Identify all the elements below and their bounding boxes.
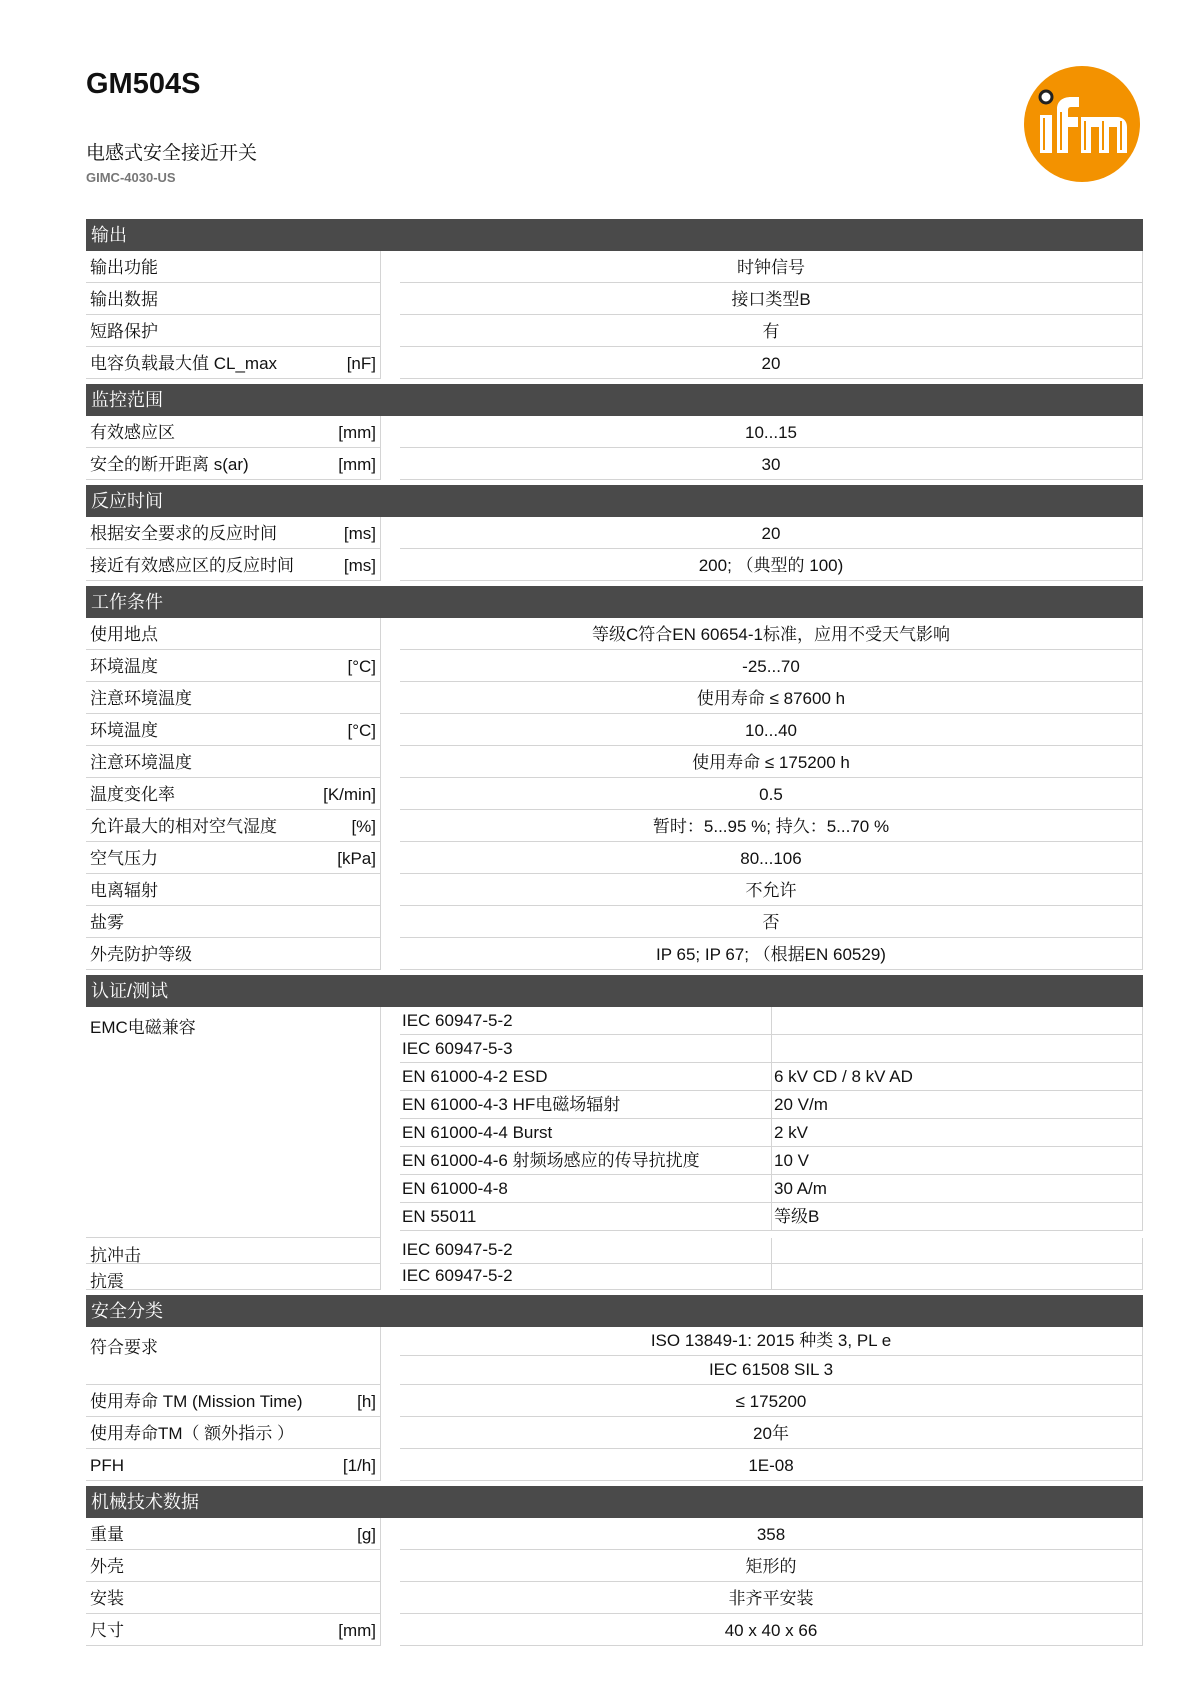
- spec-label: 尺寸: [90, 1621, 124, 1640]
- spec-label-cell: [86, 251, 381, 283]
- spec-label: 注意环境温度: [90, 753, 192, 772]
- spec-unit: [ms]: [343, 524, 376, 543]
- spec-label: 注意环境温度: [90, 689, 192, 708]
- spec-label: 使用寿命 TM (Mission Time): [90, 1392, 303, 1411]
- spec-label-cell: [86, 347, 381, 379]
- spec-unit: [°C]: [347, 657, 376, 676]
- section-header-mech: 机械技术数据: [86, 1486, 1143, 1518]
- spec-unit: [g]: [357, 1525, 376, 1544]
- emc-label-cell: [86, 1007, 381, 1238]
- spec-label: 空气压力: [90, 849, 158, 868]
- spec-row: [86, 842, 1143, 874]
- spec-value: 暂时：5...95 %; 持久：5...70 %: [400, 810, 1143, 842]
- emc-standard: EN 61000-4-6 射频场感应的传导抗扰度: [400, 1147, 772, 1175]
- spec-label-cell: [86, 906, 381, 938]
- spec-value: 使用寿命 ≤ 87600 h: [400, 682, 1143, 714]
- spec-label: 环境温度: [90, 721, 158, 740]
- spec-value: 0.5: [400, 778, 1143, 810]
- emc-value: 10 V: [772, 1147, 1143, 1175]
- spec-unit: [nF]: [346, 354, 376, 373]
- conform-label-cell: [86, 1327, 381, 1385]
- emc-value: 30 A/m: [772, 1175, 1143, 1203]
- spec-value: 20年: [400, 1417, 1143, 1449]
- spec-label-cell: [86, 1385, 381, 1417]
- spec-label-cell: [86, 283, 381, 315]
- spec-label: 使用地点: [90, 625, 158, 644]
- spec-value: 30: [400, 448, 1143, 480]
- spec-value: 40 x 40 x 66: [400, 1614, 1143, 1646]
- spec-row: [86, 618, 1143, 650]
- spec-unit: [K/min]: [323, 785, 376, 804]
- emc-row: [400, 1119, 1143, 1147]
- spec-label-cell: [86, 1550, 381, 1582]
- spec-value: 时钟信号: [400, 251, 1143, 283]
- spec-label-cell: [86, 1518, 381, 1550]
- spec-label: 输出功能: [90, 258, 158, 277]
- generic-sections: [86, 219, 1143, 970]
- emc-row: [400, 1147, 1143, 1175]
- section-header: 反应时间: [86, 485, 1143, 517]
- emc-value: 6 kV CD / 8 kV AD: [772, 1063, 1143, 1091]
- spec-row: [86, 682, 1143, 714]
- spec-value: 使用寿命 ≤ 175200 h: [400, 746, 1143, 778]
- spec-label-cell: [86, 315, 381, 347]
- spec-row: [86, 416, 1143, 448]
- spec-value: 接口类型B: [400, 283, 1143, 315]
- emc-row: [400, 1063, 1143, 1091]
- spec-label-cell: [86, 714, 381, 746]
- spec-label-cell: [86, 938, 381, 970]
- spec-row: [86, 1582, 1143, 1614]
- spec-value: 非齐平安装: [400, 1582, 1143, 1614]
- spec-label-cell: [86, 650, 381, 682]
- spec-value: 80...106: [400, 842, 1143, 874]
- spec-label: 外壳防护等级: [90, 945, 192, 964]
- spec-row: [86, 283, 1143, 315]
- spec-row: [86, 1385, 1143, 1417]
- spec-label-cell: [86, 682, 381, 714]
- spec-label: 外壳: [90, 1557, 124, 1576]
- spec-value: 1E-08: [400, 1449, 1143, 1481]
- conform-block: [86, 1327, 1143, 1385]
- spec-label: 环境温度: [90, 657, 158, 676]
- spec-value: 矩形的: [400, 1550, 1143, 1582]
- emc-standard: IEC 60947-5-3: [400, 1035, 772, 1063]
- spec-value: 有: [400, 315, 1143, 347]
- section-header: 工作条件: [86, 586, 1143, 618]
- spec-row: [86, 315, 1143, 347]
- spec-value: 10...40: [400, 714, 1143, 746]
- section-header-safety: 安全分类: [86, 1295, 1143, 1327]
- vib-label: 抗震: [90, 1272, 124, 1291]
- spec-value: ≤ 175200: [400, 1385, 1143, 1417]
- spec-unit: [mm]: [338, 423, 376, 442]
- emc-value: 2 kV: [772, 1119, 1143, 1147]
- emc-standard: EN 61000-4-2 ESD: [400, 1063, 772, 1091]
- emc-row: [400, 1007, 1143, 1035]
- emc-row: [400, 1091, 1143, 1119]
- emc-value: 20 V/m: [772, 1091, 1143, 1119]
- spec-row: [86, 906, 1143, 938]
- conform-value-2: IEC 61508 SIL 3: [400, 1356, 1143, 1385]
- emc-value: 等级B: [772, 1203, 1143, 1231]
- spec-row: [86, 746, 1143, 778]
- emc-row: [400, 1035, 1143, 1063]
- emc-standard: EN 61000-4-8: [400, 1175, 772, 1203]
- emc-standard: EN 55011: [400, 1203, 772, 1231]
- spec-label-cell: [86, 1582, 381, 1614]
- vib-value: IEC 60947-5-2: [400, 1264, 772, 1290]
- spec-label: 输出数据: [90, 290, 158, 309]
- spec-label-cell: [86, 448, 381, 480]
- spec-row: [86, 1449, 1143, 1481]
- spec-unit: [%]: [351, 817, 376, 836]
- vib-extra: [772, 1264, 1143, 1290]
- spec-label: 温度变化率: [90, 785, 175, 804]
- emc-row: [400, 1203, 1143, 1231]
- emc-value: [772, 1035, 1143, 1063]
- product-subtitle: 电感式安全接近开关: [86, 143, 258, 164]
- mech-rows: [86, 1518, 1143, 1646]
- spec-label-cell: [86, 842, 381, 874]
- spec-label: 电容负载最大值 CL_max: [90, 354, 278, 373]
- spec-label: 安装: [90, 1589, 124, 1608]
- spec-value: 10...15: [400, 416, 1143, 448]
- emc-label: EMC电磁兼容: [90, 1018, 196, 1037]
- conform-label: 符合要求: [90, 1338, 158, 1357]
- spec-label-cell: [86, 1614, 381, 1646]
- shock-extra: [772, 1238, 1143, 1264]
- spec-label: PFH: [90, 1456, 124, 1475]
- spec-row: [86, 1417, 1143, 1449]
- spec-unit: [mm]: [338, 1621, 376, 1640]
- spec-value: IP 65; IP 67; （根据EN 60529): [400, 938, 1143, 970]
- logo-text: ifm: [1023, 65, 1025, 66]
- spec-label: 允许最大的相对空气湿度: [90, 817, 277, 836]
- spec-label: 盐雾: [90, 913, 124, 932]
- spec-unit: [ms]: [343, 556, 376, 575]
- shock-row: [86, 1238, 1143, 1264]
- shock-label: 抗冲击: [90, 1246, 141, 1265]
- spec-row: [86, 448, 1143, 480]
- spec-unit: [°C]: [347, 721, 376, 740]
- spec-label-cell: [86, 416, 381, 448]
- spec-value: 否: [400, 906, 1143, 938]
- spec-label: 电离辐射: [90, 881, 158, 900]
- spec-row: [86, 650, 1143, 682]
- spec-row: [86, 778, 1143, 810]
- spec-unit: [1/h]: [342, 1456, 376, 1475]
- vib-row: [86, 1264, 1143, 1290]
- emc-row: [400, 1175, 1143, 1203]
- product-code: GIMC-4030-US: [86, 170, 176, 185]
- spec-row: [86, 714, 1143, 746]
- spec-row: [86, 251, 1143, 283]
- spec-label-cell: [86, 810, 381, 842]
- spec-unit: [mm]: [338, 455, 376, 474]
- spec-label: 接近有效感应区的反应时间: [90, 556, 294, 575]
- spec-label-cell: [86, 1449, 381, 1481]
- spec-label: 安全的断开距离 s(ar): [90, 455, 249, 474]
- section-header-cert: 认证/测试: [86, 975, 1143, 1007]
- spec-value: 不允许: [400, 874, 1143, 906]
- spec-row: [86, 1550, 1143, 1582]
- spec-row: [86, 347, 1143, 379]
- spec-label: 使用寿命TM（ 额外指示 ）: [90, 1424, 294, 1443]
- spec-row: [86, 1518, 1143, 1550]
- spec-label-cell: [86, 549, 381, 581]
- spec-value: 358: [400, 1518, 1143, 1550]
- spec-unit: [kPa]: [337, 849, 376, 868]
- emc-standard: EN 61000-4-4 Burst: [400, 1119, 772, 1147]
- emc-standard: EN 61000-4-3 HF电磁场辐射: [400, 1091, 772, 1119]
- emc-block: [86, 1007, 1143, 1238]
- spec-row: [86, 1614, 1143, 1646]
- section-header: 输出: [86, 219, 1143, 251]
- spec-label-cell: [86, 618, 381, 650]
- vib-label-cell: [86, 1264, 381, 1290]
- spec-label: 短路保护: [90, 322, 158, 341]
- spec-value: -25...70: [400, 650, 1143, 682]
- spec-row: [86, 810, 1143, 842]
- spec-row: [86, 938, 1143, 970]
- emc-value: [772, 1007, 1143, 1035]
- spec-value: 200; （典型的 100): [400, 549, 1143, 581]
- spec-label-cell: [86, 517, 381, 549]
- safety-rows: [86, 1385, 1143, 1481]
- spec-label-cell: [86, 874, 381, 906]
- section-header: 监控范围: [86, 384, 1143, 416]
- spec-value: 20: [400, 347, 1143, 379]
- conform-value-1: ISO 13849-1: 2015 种类 3, PL e: [400, 1327, 1143, 1356]
- spec-label-cell: [86, 1417, 381, 1449]
- spec-unit: [h]: [357, 1392, 376, 1411]
- datasheet: [86, 219, 1143, 1646]
- spec-label: 根据安全要求的反应时间: [90, 524, 277, 543]
- spec-value: 等级C符合EN 60654-1标准，应用不受天气影响: [400, 618, 1143, 650]
- spec-label-cell: [86, 746, 381, 778]
- spec-row: [86, 874, 1143, 906]
- emc-standard: IEC 60947-5-2: [400, 1007, 772, 1035]
- spec-row: [86, 517, 1143, 549]
- spec-label: 有效感应区: [90, 423, 175, 442]
- shock-value: IEC 60947-5-2: [400, 1238, 772, 1264]
- spec-label: 重量: [90, 1525, 124, 1544]
- ifm-logo-icon: [1023, 65, 1141, 183]
- product-title: GM504S: [86, 68, 201, 100]
- shock-label-cell: [86, 1238, 381, 1264]
- emc-values: [400, 1007, 1143, 1238]
- spec-label-cell: [86, 778, 381, 810]
- spec-row: [86, 549, 1143, 581]
- spec-value: 20: [400, 517, 1143, 549]
